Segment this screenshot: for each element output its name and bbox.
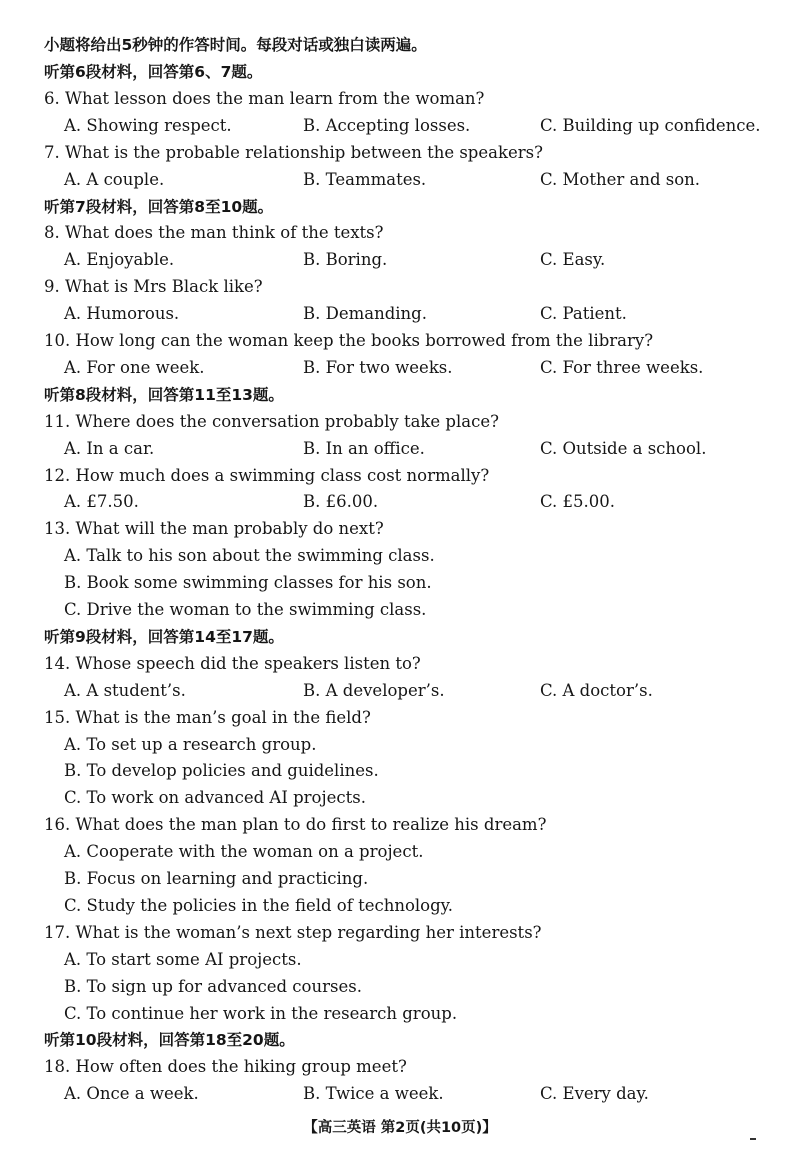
option-line <box>0 570 800 596</box>
option-c: C. Building up confidence. <box>540 115 761 135</box>
option-line <box>0 597 800 623</box>
options-row <box>0 167 800 193</box>
option-c: C. Mother and son. <box>540 169 701 189</box>
question-stem: 13. What will the man probably do next? <box>44 519 384 539</box>
option-a: A. Once a week. <box>64 1084 199 1104</box>
option-c: C. Outside a school. <box>540 438 707 458</box>
question-stem-line <box>0 651 800 677</box>
option-c: C. Every day. <box>540 1084 649 1104</box>
question-stem: 16. What does the man plan to do first to realize his dream? <box>44 815 547 835</box>
option-b: B. In an office. <box>303 438 425 458</box>
options-row <box>0 113 800 139</box>
option-line <box>0 947 800 973</box>
option-line <box>0 758 800 784</box>
option-a: A. A couple. <box>64 169 165 189</box>
option-line <box>0 543 800 569</box>
option-a: A. To start some AI projects. <box>64 949 302 969</box>
option-a: A. Cooperate with the woman on a project. <box>64 842 424 862</box>
options-row <box>0 1081 800 1107</box>
option-a: A. Humorous. <box>64 304 180 324</box>
option-a: A. In a car. <box>64 438 155 458</box>
option-c: C. A doctor’s. <box>540 680 653 700</box>
option-c: C. To continue her work in the research group. <box>64 1003 458 1023</box>
option-line <box>0 1001 800 1027</box>
option-b: B. For two weeks. <box>303 357 453 377</box>
option-a: A. For one week. <box>64 357 205 377</box>
options-row <box>0 355 800 381</box>
question-stem: 8. What does the man think of the texts? <box>44 223 384 243</box>
option-c: C. Study the policies in the field of technology. <box>64 895 454 915</box>
option-b: B. Teammates. <box>303 169 427 189</box>
question-stem: 18. How often does the hiking group meet? <box>44 1057 407 1077</box>
section-heading: 听第7段材料，回答第8至10题。 <box>44 197 274 216</box>
intro-line <box>0 32 800 58</box>
question-stem: 14. Whose speech did the speakers listen to? <box>44 653 421 673</box>
question-stem-line <box>0 140 800 166</box>
option-line <box>0 839 800 865</box>
question-stem: 11. Where does the conversation probably take place? <box>44 411 499 431</box>
option-b: B. A developer’s. <box>303 680 445 700</box>
option-c: C. £5.00. <box>540 492 616 512</box>
option-line <box>0 866 800 892</box>
options-row <box>0 489 800 515</box>
question-stem: 9. What is Mrs Black like? <box>44 277 263 297</box>
option-a: A. To set up a research group. <box>64 734 317 754</box>
section-heading: 听第9段材料，回答第14至17题。 <box>44 627 284 646</box>
option-c: C. Patient. <box>540 304 627 324</box>
option-c: C. To work on advanced AI projects. <box>64 788 366 808</box>
option-b: B. Boring. <box>303 250 388 270</box>
section-heading-line <box>0 1027 800 1053</box>
question-stem-line <box>0 516 800 542</box>
question-stem: 15. What is the man’s goal in the field? <box>44 707 371 727</box>
option-line <box>0 893 800 919</box>
option-b: B. £6.00. <box>303 492 379 512</box>
question-stem: 10. How long can the woman keep the books borrowed from the library? <box>44 331 654 350</box>
page-footer: 【高三英语 第2页(共10页)】 <box>303 1120 497 1136</box>
option-a: A. Talk to his son about the swimming class. <box>64 546 435 566</box>
question-stem-line <box>0 328 800 354</box>
intro-text: 小题将给出5秒钟的作答时间。每段对话或独白读两遍。 <box>44 36 427 54</box>
option-b: B. Focus on learning and practicing. <box>64 869 369 888</box>
option-line <box>0 785 800 811</box>
corner-mark <box>750 1138 756 1140</box>
option-line <box>0 732 800 758</box>
option-b: B. Twice a week. <box>303 1084 444 1104</box>
section-heading-line <box>0 194 800 220</box>
option-b: B. Book some swimming classes for his son. <box>64 573 432 593</box>
option-a: A. Enjoyable. <box>64 250 175 270</box>
section-heading: 听第8段材料，回答第11至13题。 <box>44 385 284 404</box>
question-stem-line <box>0 409 800 435</box>
question-stem: 7. What is the probable relationship between the speakers? <box>44 142 543 162</box>
question-stem-line <box>0 220 800 246</box>
option-a: A. Showing respect. <box>64 115 232 135</box>
option-c: C. Easy. <box>540 250 606 270</box>
question-stem-line <box>0 1054 800 1080</box>
question-stem-line <box>0 463 800 489</box>
question-stem: 6. What lesson does the man learn from the woman? <box>44 88 485 108</box>
section-heading-line <box>0 59 800 85</box>
option-c: C. For three weeks. <box>540 357 704 377</box>
option-b: B. To sign up for advanced courses. <box>64 976 362 996</box>
options-row <box>0 301 800 327</box>
section-heading: 听第10段材料，回答第18至20题。 <box>44 1031 295 1050</box>
question-stem: 17. What is the woman’s next step regarding her interests? <box>44 922 542 942</box>
question-stem-line <box>0 920 800 946</box>
option-b: B. To develop policies and guidelines. <box>64 761 379 781</box>
option-b: B. Accepting losses. <box>303 115 471 135</box>
options-row <box>0 436 800 462</box>
question-stem-line <box>0 705 800 731</box>
question-stem: 12. How much does a swimming class cost normally? <box>44 465 490 485</box>
options-row <box>0 247 800 273</box>
option-a: A. £7.50. <box>64 492 139 512</box>
section-heading: 听第6段材料，回答第6、7题。 <box>44 63 263 81</box>
section-heading-line <box>0 382 800 408</box>
option-c: C. Drive the woman to the swimming class. <box>64 600 427 619</box>
section-heading-line <box>0 624 800 650</box>
option-b: B. Demanding. <box>303 304 427 324</box>
question-stem-line <box>0 274 800 300</box>
question-stem-line <box>0 86 800 112</box>
question-stem-line <box>0 812 800 838</box>
options-row <box>0 678 800 704</box>
option-line <box>0 974 800 1000</box>
option-a: A. A student’s. <box>64 680 186 700</box>
